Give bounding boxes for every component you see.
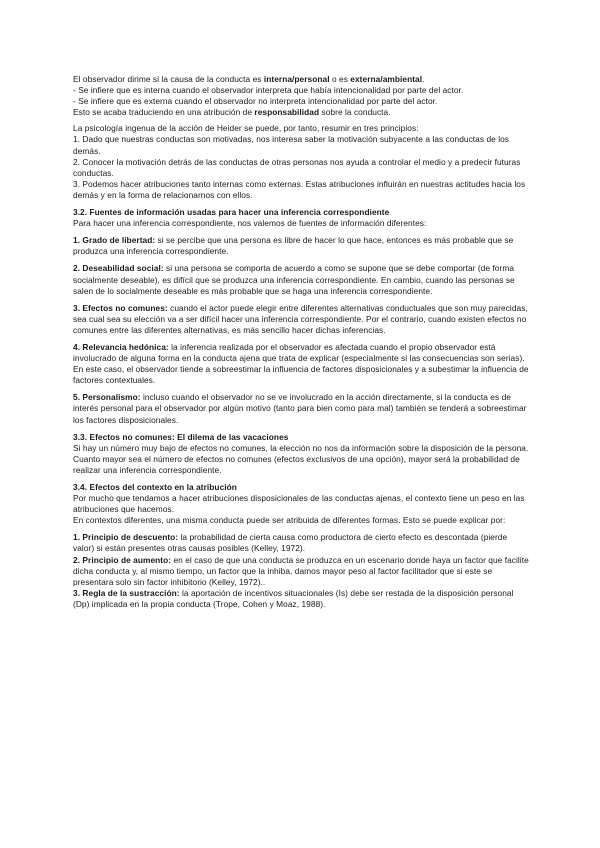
source-item-efectos-no-comunes [73,303,530,336]
principle-item-sustraccion [73,588,530,610]
bold-term-externa: externa/ambiental [350,74,423,84]
item-text: la aportación de incentivos situacionales (Is) debe ser restada de la disposición personal (Dp) implicada en la propia conducta (Trope, Cohen y Moaz, 1988). [73,587,514,609]
item-term: 2. Principio de aumento: [73,554,172,565]
intro-line-1 [73,74,530,85]
intro-text: . [422,74,425,84]
item-text: en el caso de que una conducta se produzca en un escenario donde haya un factor que facilite dicha conducta y, al mismo tiempo, un factor que la inhiba, damos mayor peso al factor facilitador que si este se presentara solo sin factor inhibitorio (Kelley, 1972).. [73,554,529,587]
item-term: 1. Grado de libertad: [73,235,156,246]
section-heading-3-2: 3.2. Fuentes de información usadas para hacer una inferencia correspondiente [73,207,390,218]
source-item-grado-libertad [73,235,530,257]
item-term: 1. Principio de descuento: [73,532,179,543]
section-3-2-lead: Para hacer una inferencia correspondiente, nos valemos de fuentes de información diferentes: [73,218,427,229]
intro-text: El observador dirime si la causa de la conducta es [73,74,264,84]
item-term: 3. Efectos no comunes: [73,302,168,313]
item-term: 5. Personalismo: [73,392,141,403]
heider-lead: La psicología ingenua de la acción de Heider se puede, por tanto, resumir en tres principios: [73,123,419,134]
section-3-3-paragraph-2: Cuanto mayor sea el número de efectos no comunes (efectos exclusivos de una opción), mayor será la probabilidad de realizar una inferencia correspondiente. [73,453,520,475]
heider-principle-3: 3. Podemos hacer atribuciones tanto internas como externas. Estas atribuciones influirán en nuestras actitudes hacia los demás y en la forma de relacionarnos con ellos. [73,178,526,200]
intro-text: Esto se acaba traduciendo en una atribución de [73,107,255,118]
intro-line-4 [73,107,530,118]
item-text: si una persona se comporta de acuerdo a como se supone que se debe comportar (de forma socialmente deseable), es difícil que se produzca una inferencia correspondiente. En cambio, cuando las personas se salen de lo socialmente deseable es más probable que se haga una inferencia correspondiente. [73,263,515,296]
heider-principle-1: 1. Dado que nuestras conductas son motivadas, nos interesa saber la motivación subyacente a las conductas de los demás. [73,134,510,156]
section-3-3-paragraph-1: Si hay un número muy bajo de efectos no comunes, la elección no nos da información sobre la disposición de la persona. [73,442,529,453]
bold-term-interna: interna/personal [263,74,330,84]
source-item-personalismo [73,392,530,425]
item-term: 4. Relevancia hedónica: [73,341,169,352]
item-term: 2. Deseabilidad social: [73,263,164,274]
item-text: si se percibe que una persona es libre de hacer lo que hace, entonces es más probable que se produzca una inferencia correspondiente. [73,235,514,257]
principle-item-descuento [73,532,530,554]
item-text: la inferencia realizada por el observador es afectada cuando el propio observador está involucrado de alguna forma en la conducta ajena que trata de explicar (especialmente si las consecuencias son serias). En este caso, el observador tiende a sobreestimar la influencia de factores disposicionales y a subestimar la influencia de factores contextuales. [73,341,529,386]
section-heading-3-4: 3.4. Efectos del contexto en la atribución [73,482,237,492]
bold-term-responsabilidad: responsabilidad [254,107,320,118]
source-item-deseabilidad-social [73,263,530,296]
source-item-relevancia-hedonica [73,342,530,386]
intro-text: o es [329,74,351,84]
section-3-4-paragraph-2: En contextos diferentes, una misma conducta puede ser atribuida de diferentes formas. Esto se puede explicar por: [73,515,506,526]
intro-line-2: - Se infiere que es interna cuando el observador interpreta que había intencionalidad por parte del actor. [73,85,464,96]
heider-principle-2: 2. Conocer la motivación detrás de las conductas de otras personas nos ayuda a controlar el medio y a predecir futuras conductas. [73,156,521,178]
intro-text: sobre la conducta. [319,107,391,118]
item-text: la probabilidad de cierta causa como productora de cierto efecto es descontada (pierde valor) si están presentes otras causas posibles (Kelley, 1972). [73,532,508,554]
item-text: incluso cuando el observador no se ve involucrado en la acción directamente, si la conducta es de interés personal para el observador por algún motivo (tanto para bien como para mal) también se tenderá a sobreestimar los factores disposicionales. [73,392,527,425]
principle-item-aumento [73,555,530,588]
section-heading-3-3: 3.3. Efectos no comunes: El dilema de las vacaciones [73,431,289,442]
item-text: cuando el actor puede elegir entre diferentes alternativas conductuales que son muy parecidas, sea cual sea su elección va a ser difícil hacer una inferencia correspondiente. Por el contrario, cuando existen efectos no comunes entre las diferentes alternativas, es más sencillo hacer dichas inferencias. [73,302,528,335]
intro-line-3: - Se infiere que es externa cuando el observador no interpreta intencionalidad por parte del actor. [73,96,438,107]
item-term: 3. Regla de la sustracción: [73,587,180,598]
section-3-4-paragraph-1: Por mucho que tendamos a hacer atribuciones disposicionales de las conductas ajenas, el contexto tiene un peso en las atribuciones que hacemos. [73,493,525,515]
